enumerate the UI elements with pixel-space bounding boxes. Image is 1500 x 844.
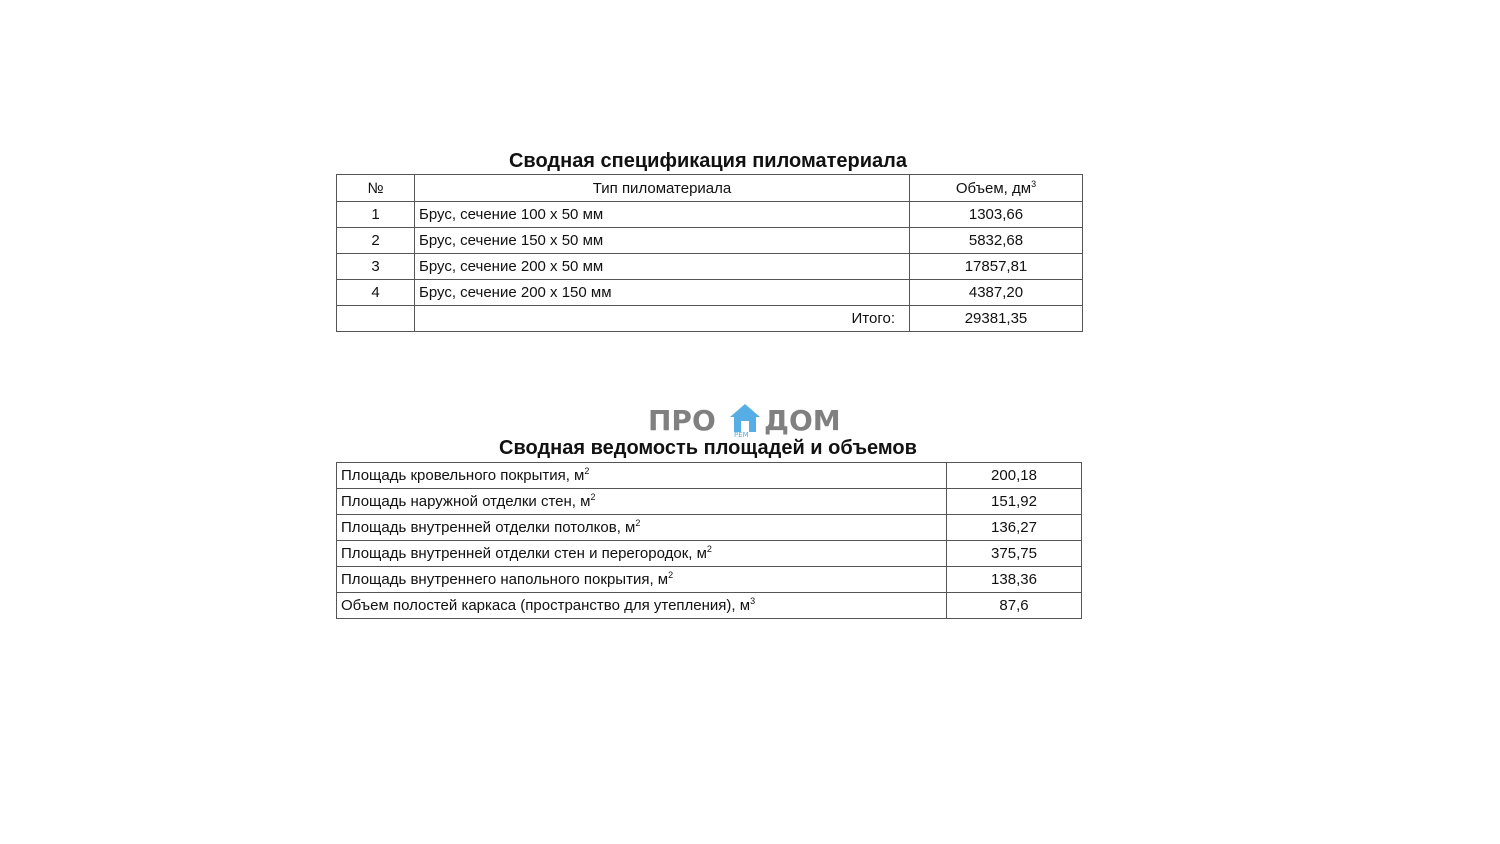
area-value: 136,27 bbox=[947, 515, 1082, 541]
area-value: 200,18 bbox=[947, 463, 1082, 489]
column-header-volume-label: Объем, дм bbox=[955, 179, 1032, 197]
lumber-type: Брус, сечение 200 х 50 мм bbox=[415, 254, 910, 280]
area-value: 87,6 bbox=[947, 593, 1082, 619]
area-name-label: Площадь внутренней отделки стен и перегородок, м bbox=[341, 545, 707, 562]
areas-volumes-table bbox=[336, 462, 1082, 619]
column-header-no: № bbox=[337, 175, 415, 202]
total-label: Итого: bbox=[415, 306, 910, 332]
total-empty-cell bbox=[337, 306, 415, 332]
column-header-type: Тип пиломатериала bbox=[415, 175, 910, 202]
lumber-type: Брус, сечение 200 х 150 мм bbox=[415, 280, 910, 306]
unit-superscript: 2 bbox=[668, 570, 674, 580]
table-row bbox=[337, 202, 1083, 228]
logo-text-right: ДОМ bbox=[764, 404, 841, 437]
areas-table-title: Сводная ведомость площадей и объемов bbox=[499, 437, 917, 459]
lumber-volume: 5832,68 bbox=[910, 228, 1083, 254]
area-name bbox=[337, 593, 947, 619]
total-value: 29381,35 bbox=[910, 306, 1083, 332]
logo-subtext: РЕМ bbox=[734, 431, 749, 439]
logo-text-left: ПРО bbox=[648, 404, 716, 437]
area-value: 138,36 bbox=[947, 567, 1082, 593]
table-row bbox=[337, 228, 1083, 254]
table-row bbox=[337, 280, 1083, 306]
row-number: 2 bbox=[337, 228, 415, 254]
area-name bbox=[337, 463, 947, 489]
row-number: 3 bbox=[337, 254, 415, 280]
area-name-label: Площадь наружной отделки стен, м bbox=[341, 493, 591, 510]
total-row bbox=[337, 306, 1083, 332]
unit-superscript: 3 bbox=[1031, 178, 1037, 189]
table-row bbox=[337, 567, 1082, 593]
area-name bbox=[337, 489, 947, 515]
unit-superscript: 2 bbox=[584, 466, 590, 476]
table-row bbox=[337, 254, 1083, 280]
area-name bbox=[337, 567, 947, 593]
unit-superscript: 2 bbox=[590, 492, 596, 502]
unit-superscript: 3 bbox=[750, 596, 756, 606]
table-row bbox=[337, 489, 1082, 515]
table-row bbox=[337, 541, 1082, 567]
lumber-spec-table bbox=[336, 174, 1083, 332]
area-name-label: Площадь внутренней отделки потолков, м bbox=[341, 519, 636, 536]
area-name bbox=[337, 541, 947, 567]
row-number: 4 bbox=[337, 280, 415, 306]
lumber-volume: 1303,66 bbox=[910, 202, 1083, 228]
column-header-volume bbox=[910, 175, 1083, 202]
spec-table-title: Сводная спецификация пиломатериала bbox=[508, 150, 908, 172]
table-row bbox=[337, 515, 1082, 541]
unit-superscript: 2 bbox=[706, 544, 712, 554]
lumber-volume: 17857,81 bbox=[910, 254, 1083, 280]
area-name-label: Объем полостей каркаса (пространство для утепления), м bbox=[341, 597, 751, 614]
unit-superscript: 2 bbox=[635, 518, 641, 528]
row-number: 1 bbox=[337, 202, 415, 228]
table-row bbox=[337, 593, 1082, 619]
area-name bbox=[337, 515, 947, 541]
area-value: 151,92 bbox=[947, 489, 1082, 515]
area-name-label: Площадь кровельного покрытия, м bbox=[341, 467, 585, 484]
lumber-type: Брус, сечение 100 х 50 мм bbox=[415, 202, 910, 228]
table-header-row bbox=[337, 175, 1083, 202]
area-name-label: Площадь внутреннего напольного покрытия, м bbox=[341, 571, 669, 588]
lumber-type: Брус, сечение 150 х 50 мм bbox=[415, 228, 910, 254]
area-value: 375,75 bbox=[947, 541, 1082, 567]
table-row bbox=[337, 463, 1082, 489]
lumber-volume: 4387,20 bbox=[910, 280, 1083, 306]
